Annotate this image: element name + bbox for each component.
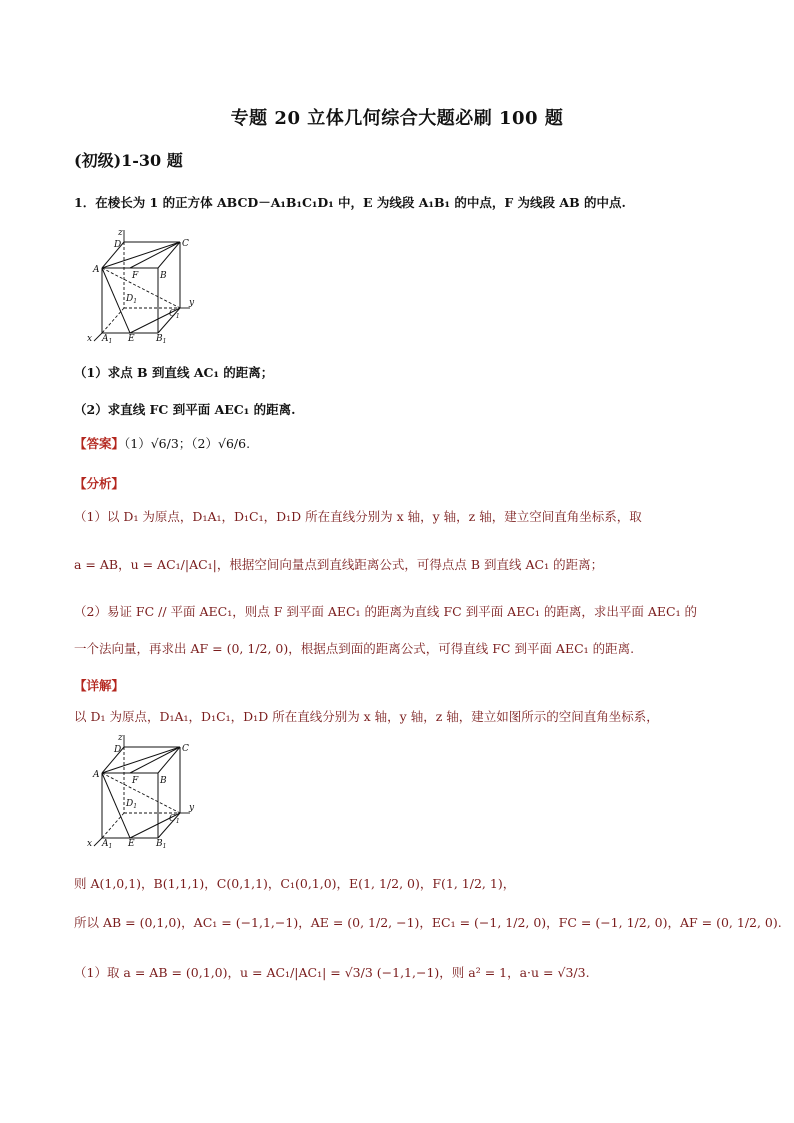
label-x: x — [87, 334, 93, 344]
section-heading: (初级)1-30 题 — [74, 151, 183, 170]
question-2: （2）求直线 FC 到平面 AEC₁ 的距离. — [74, 402, 296, 417]
label-a1: $A_1$ — [102, 334, 113, 345]
label-d1: $D_1$ — [126, 799, 138, 810]
label-a: A — [93, 770, 100, 780]
cube-figure-2 — [72, 733, 197, 851]
label-e: E — [128, 334, 135, 344]
analysis-1b: a = AB，u = AC₁/|AC₁|，根据空间向量点到直线距离公式，可得点点 B 到直线 AC₁ 的距离； — [74, 557, 604, 572]
analysis-2a: （2）易证 FC // 平面 AEC₁，则点 F 到平面 AEC₁ 的距离为直线 FC 到平面 AEC₁ 的距离，求出平面 AEC₁ 的 — [74, 604, 698, 619]
label-c: C — [182, 239, 189, 249]
vectors-line: 所以 AB = (0,1,0)，AC₁ = (−1,1,−1)，AE = (0, 1/2, −1)，EC₁ = (−1, 1/2, 0)，FC = (−1, 1/2, 0)，AF = (0, 1/2, 0). — [74, 915, 782, 930]
label-b: B — [160, 271, 167, 281]
answer-tag: 【答案】 — [74, 436, 125, 451]
label-a1: $A_1$ — [102, 839, 113, 850]
label-c: C — [182, 744, 189, 754]
detail-tag: 【详解】 — [74, 678, 125, 693]
document-title: 专题 20 立体几何综合大题必刷 100 题 — [230, 108, 564, 129]
analysis-2b: 一个法向量，再求出 AF = (0, 1/2, 0)，根据点到面的距离公式，可得直线 FC 到平面 AEC₁ 的距离. — [74, 641, 635, 656]
label-y: y — [189, 298, 195, 308]
coords-line: 则 A(1,0,1)，B(1,1,1)，C(0,1,1)，C₁(0,1,0)，E(1, 1/2, 0)，F(1, 1/2, 1)， — [74, 876, 516, 891]
label-f: F — [132, 776, 139, 786]
problem-statement: 1．在棱长为 1 的正方体 ABCD－A₁B₁C₁D₁ 中，E 为线段 A₁B₁ 的中点，F 为线段 AB 的中点. — [74, 195, 626, 210]
label-d: D — [114, 745, 122, 755]
analysis-1a: （1）以 D₁ 为原点，D₁A₁，D₁C₁，D₁D 所在直线分别为 x 轴，y 轴，z 轴，建立空间直角坐标系，取 — [74, 509, 642, 524]
label-a: A — [93, 265, 100, 275]
label-z: z — [118, 228, 123, 238]
label-f: F — [132, 271, 139, 281]
label-b1: $B_1$ — [156, 334, 167, 345]
answer-line — [74, 434, 250, 452]
label-d1: $D_1$ — [126, 294, 138, 305]
label-c1: $C_1$ — [169, 309, 180, 320]
analysis-tag: 【分析】 — [74, 476, 125, 491]
label-y: y — [189, 803, 195, 813]
label-e: E — [128, 839, 135, 849]
label-z: z — [118, 733, 123, 743]
answer-text: （1）√6/3；（2）√6/6. — [124, 436, 251, 451]
cube-figure — [72, 228, 197, 346]
step-1-line: （1）取 a = AB = (0,1,0)，u = AC₁/|AC₁| = √3/3 (−1,1,−1)，则 a² = 1，a·u = √3/3. — [74, 965, 590, 980]
label-x: x — [87, 839, 93, 849]
detail-1: 以 D₁ 为原点，D₁A₁，D₁C₁，D₁D 所在直线分别为 x 轴，y 轴，z 轴，建立如图所示的空间直角坐标系， — [74, 709, 659, 724]
label-d: D — [114, 240, 122, 250]
question-1: （1）求点 B 到直线 AC₁ 的距离； — [74, 365, 274, 380]
label-b: B — [160, 776, 167, 786]
label-c1: $C_1$ — [169, 814, 180, 825]
label-b1: $B_1$ — [156, 839, 167, 850]
